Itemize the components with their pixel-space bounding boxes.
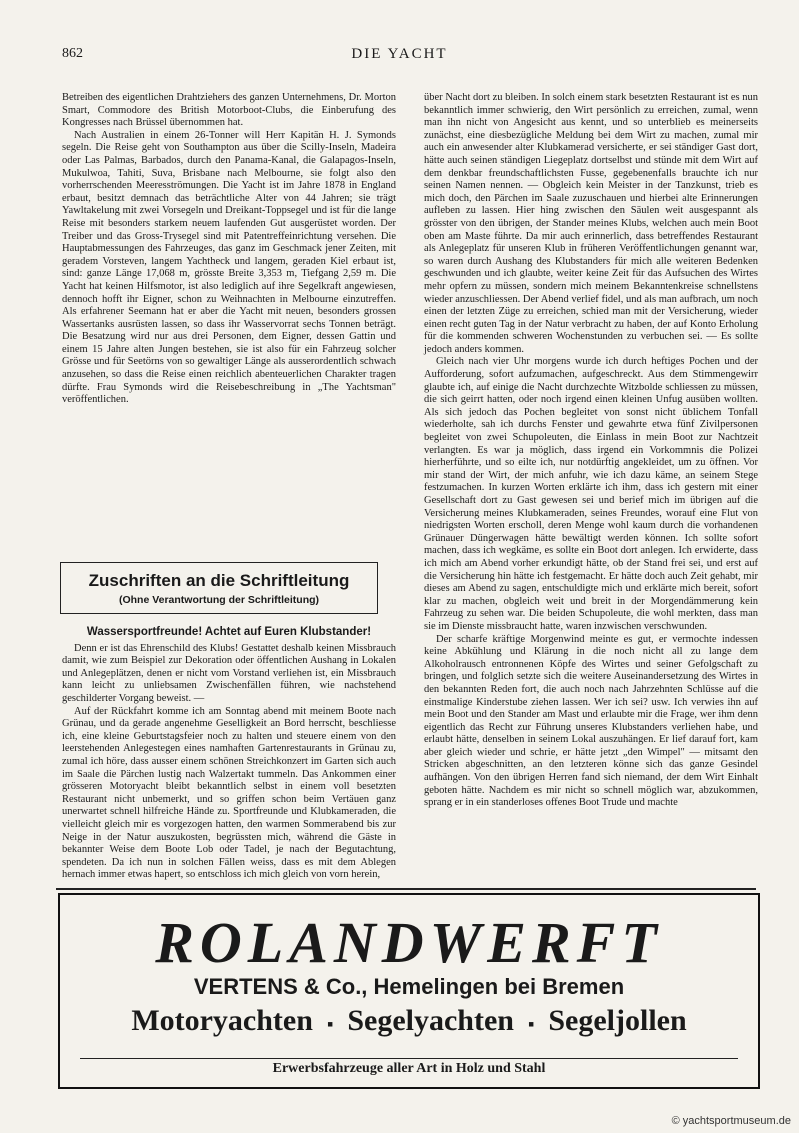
right-column — [424, 92, 758, 810]
letter-article — [62, 626, 396, 882]
ad-product: Motoryachten — [131, 1004, 313, 1037]
letters-section-title: Zuschriften an die Schriftleitung — [88, 571, 350, 590]
letters-section-subtitle: (Ohne Verantwortung der Schriftleitung) — [118, 594, 320, 606]
right-paragraph: Der scharfe kräftige Morgenwind meinte es gut, er vermochte indessen keine Abkühlung und Klärung in die noch nicht all zu lange dem Alkoholrausch entronnenen Köpfe des Wirtes und seiner Gefolgschaft zu bringen, und folglich setzte sich die weitere Auseinandersetzung des Wirtes in den bekannten Reden fort, die auch noch nach Jahrzehnten Schlüsse auf die einstmalige Kinderstube ziehen lassen. Wer ich sei? usw. Ich verwies ihn auf mein Boot und den Stander am Mast und erlaubte mir die Frage, wer ihm denn eigentlich das Recht zur Führung unseres Klubstanders verliehen habe, und erlaubt hätte, denselben in seinem Lokal auszuhängen. Er lief darauf fort, kam aber gleich wieder und schrie, er hätte jetzt „den Wimpel" — mitsamt den Stricken abgeschnitten, an den letzteren könne sich das ganze Gesindel aufhängen. Von den übrigen Herren fand sich niemand, der dem Wirt Einhalt geboten hätte. Nachdem es mir nicht so schnell möglich war, abzukommen, sprang er in ein standerloses offenes Boot Trude und machte — [424, 633, 758, 809]
right-paragraph: Gleich nach vier Uhr morgens wurde ich durch heftiges Pochen und der Aufforderung, sofort aufzumachen, aufgeschreckt. Aus dem Stimmengewirr glaubte ich, auf einige die Nacht durchzechte Witzbolde schliessen zu müssen, die sich geirrt hatten, oder noch irgend einen kleinen Unfug ausüben wollten. Als sich jedoch das Pochen begleitet von sonst nicht üblichem Tonfall wiederholte, sah ich durchs Fenster und gewahrte etwa fünf Zivilpersonen begleitet von zwei Schupoleuten, die Einlass in mein Boot zur Nachtzeit verlangten. Es war ja möglich, dass irgend ein Vorkommnis die Polizei hierherführte, und so eilte ich, nur notdürftig angekleidet, um zu öffnen. Vor mir stand der Wirt, der mich anfuhr, wie ich dazu käme, an seinem Stege festzumachen. In kurzen Worten erklärte ich ihm, dass ich gestern mit einer Gesellschaft dort zu Gast gewesen sei und berief mich im übrigen auf die Versicherung meines Klubkameraden, seines Freundes, worauf eine Flut von niedrigsten Worten erscholl, deren Menge wohl kaum durch die vorhandenen Grünauer Düngerwagen hätte bewältigt werden können. Ich sollte sofort machen, dass ich wegkäme, es sollte ein Boot dort anlegen. Ich erwiderte, dass ich mich am Abend vorher erkundigt hätte, ob der Stand frei sei, und erst auf die Versicherung hin hätte ich festgemacht. Er hätte doch auch Zeit gehabt, mir dieses am Abend zu sagen, entschuldigte mich und erklärte mich bereit, sofort klar zu machen, obgleich weit und breit in der Morgendämmerung kein Fahrzeug zu sehen war. Die beiden Schupoleute, die wohl merkten, dass man sie im Dienste missbraucht hatte, waren inzwischen verschwunden. — [424, 356, 758, 632]
advertisement — [58, 893, 760, 1089]
ad-separator: ▪ — [326, 1014, 334, 1034]
letter-paragraph: Denn er ist das Ehrenschild des Klubs! Gestattet deshalb keinen Missbrauch damit, wie zum Beispiel zur Dekoration oder öffentlichen Aushang in Lokalen und Anlegeplätzen, denen er nicht vom Vorstand verliehen ist, ein Missbrauch kann leicht zu unliebsamen Zwischenfällen führen, wie nachstehend geschilderter Vorgang beweist. — — [62, 642, 396, 704]
ad-product: Segeljollen — [548, 1004, 687, 1037]
copyright-watermark: © yachtsportmuseum.de — [671, 1115, 791, 1127]
letter-paragraph: Auf der Rückfahrt komme ich am Sonntag abend mit meinem Boote nach Grünau, und da gerade angenehme Geselligkeit an Bord herrscht, beschliesse ich, eine kleine Geburtstagsfeier noch zu halten und steuere einem von den leerstehenden Anlegestegen eines namhaften Gartenrestaurants in Grünau zu, zumal ich höre, dass ausser einem schönen Streichkonzert im Garten sich auch im Saale die Pärchen lustig nach Walzertakt tummeln. Das Ankommen einer grösseren Motoryacht bleibt bekanntlich selbst in einem voll besetzten Restaurant nicht unbemerkt, und so griffen schon beim Vertäuen ganz unerwartet schnell hilfreiche Hände zu. Sportfreunde und Klubkameraden, die vielleicht gleich mir es vorgezogen hatten, den warmen Sommerabend bis zur Neige in der Natur auszukosten, begrüssten mich, während die Gäste in bekannter Weise dem Boote Lob oder Tadel, je nach der Begutachtung, spendeten. Da ich nun in solchen Fällen weiss, dass es mit dem Ablegen hernach immer etwas hapert, so entschloss ich mich gleich von vorn herein, — [62, 705, 396, 881]
ad-products — [60, 1004, 758, 1038]
ad-subline: Erwerbsfahrzeuge aller Art in Holz und Stahl — [272, 1061, 546, 1076]
ad-product: Segelyachten — [347, 1004, 514, 1037]
letters-section-box — [60, 562, 378, 614]
ad-brand: ROLANDWERFT — [155, 910, 663, 975]
ad-divider — [80, 1058, 738, 1059]
journal-title: DIE YACHT — [351, 46, 448, 62]
left-column — [62, 92, 396, 407]
left-paragraph: Betreiben des eigentlichen Drahtziehers des ganzen Unternehmens, Dr. Morton Smart, Commodore des British Motorboot-Clubs, die Einberufung des Kongresses nach Brüssel übernommen hat. — [62, 92, 396, 129]
left-paragraph: Nach Australien in einem 26-Tonner will Herr Kapitän H. J. Symonds segeln. Die Reise geht von Southampton aus über die Scilly-Inseln, Madeira oder Las Palmas, Barbados, durch den Panama-Kanal, die Galapagos-Inseln, Mukulwoa, Tahiti, Suva, Brisbane nach Melbourne, sie folgt also den vorherrschenden Meeresströmungen. Die Yacht ist im Jahre 1878 in England erbaut, besitzt demnach das beträchtliche Alter von 44 Jahren; sie trägt Yawltakelung mit zwei Vorsegeln und Dreikant-Toppsegel und ist für die lange Reise mit besonders starkem neuem laufenden Gut ausgerüstet worden. Der Treiber und das Gross-Trysegel sind mit Patentreffeinrichtung versehen. Die Hauptabmessungen des Fahrzeuges, das ganz im Geschmack jener Zeiten, mit geradem Vorsteven, langem Yachtheck und langem, geraden Kiel erbaut ist, sind: ganze Länge 17,068 m, grösste Breite 3,353 m, Tiefgang 2,59 m. Die Yacht hat keinen Hilfsmotor, ist also lediglich auf ihre Segelkraft angewiesen, dennoch hofft ihr Eigner, schon zu Weihnachten in Melbourne einzutreffen. Als erfahrener Seemann hat er aber die Yacht mit neuen, besonders grossen Wassertanks ausrüsten lassen, so dass ihr Wasservorrat sechs Tonnen beträgt. Die Besatzung wird nur aus drei Personen, dem Eigner, dessen Gattin und einem 15 Jahre alten Jungen bestehen, sie ist also für ein Fahrzeug solcher Grösse und für Seetörns von so gewaltiger Länge als ausserordentlich schwach anzusehen, so dass die Reise einen reichlich abenteuerlichen Charakter tragen dürfte. Frau Symonds wird die Reisebeschreibung in „The Yachtsman" veröffentlichen. — [62, 129, 396, 406]
divider — [56, 888, 756, 890]
page-number: 862 — [62, 46, 83, 61]
right-paragraph: über Nacht dort zu bleiben. In solch einem stark besetzten Restaurant ist es nun bekanntlich immer schwierig, den Wirt persönlich zu erreichen, zumal, wenn man ihn nicht von Angesicht aus kennt, und so unterblieb es meinerseits zunächst, eine diesbezügliche Meldung bei dem Wirt zu machen, zumal mir auch ein anwesender alter Klubkamerad versicherte, er sei ständiger Gast dort, hätte auch seinen ständigen Liegeplatz dortselbst und stünde mit dem Wirt auf dem denkbar freundschaftlichsten Fusse, gegebenenfalls brauchte ich nur seinen Namen nennen. — Obgleich kein Meister in der Tanzkunst, trieb es mich doch, den Pärchen im Saale zuzuschauen und hierbei alte Erinnerungen aufleben zu lassen. Hier hing zwischen den Säulen weit ausgespannt als grösster von den übrigen, der Stander meines Klubs, welchen auch mein Boot oben am Maste führte. Da mir auch erinnerlich, dass betreffendes Restaurant als Anlegeplatz für unseren Klub in früheren Veröffentlichungen genannt war, so waren durch Aushang des Klubstanders für mich alle weiteren Bedenken geschwunden und ich glaubte, weiter keine Zeit für das Aufsuchen des Wirtes mehr opfern zu müssen, sondern mich meinem Bekanntenkreise schnellstens wieder anzuschliessen. Der Abend verlief fidel, und als man aufbrach, um noch einen der letzten Züge zu erreichen, schied man mit der Versicherung, wieder einen recht guten Tag in der Natur verbracht zu haben, der auf Konto Erholung für die kommenden schweren Wochenstunden zu verbuchen sei. — Es sollte jedoch anders kommen. — [424, 92, 758, 355]
letter-heading: Wassersportfreunde! Achtet auf Euren Klubstander! — [86, 626, 372, 638]
ad-company: VERTENS & Co., Hemelingen bei Bremen — [193, 974, 625, 999]
ad-separator: ▪ — [527, 1014, 535, 1034]
